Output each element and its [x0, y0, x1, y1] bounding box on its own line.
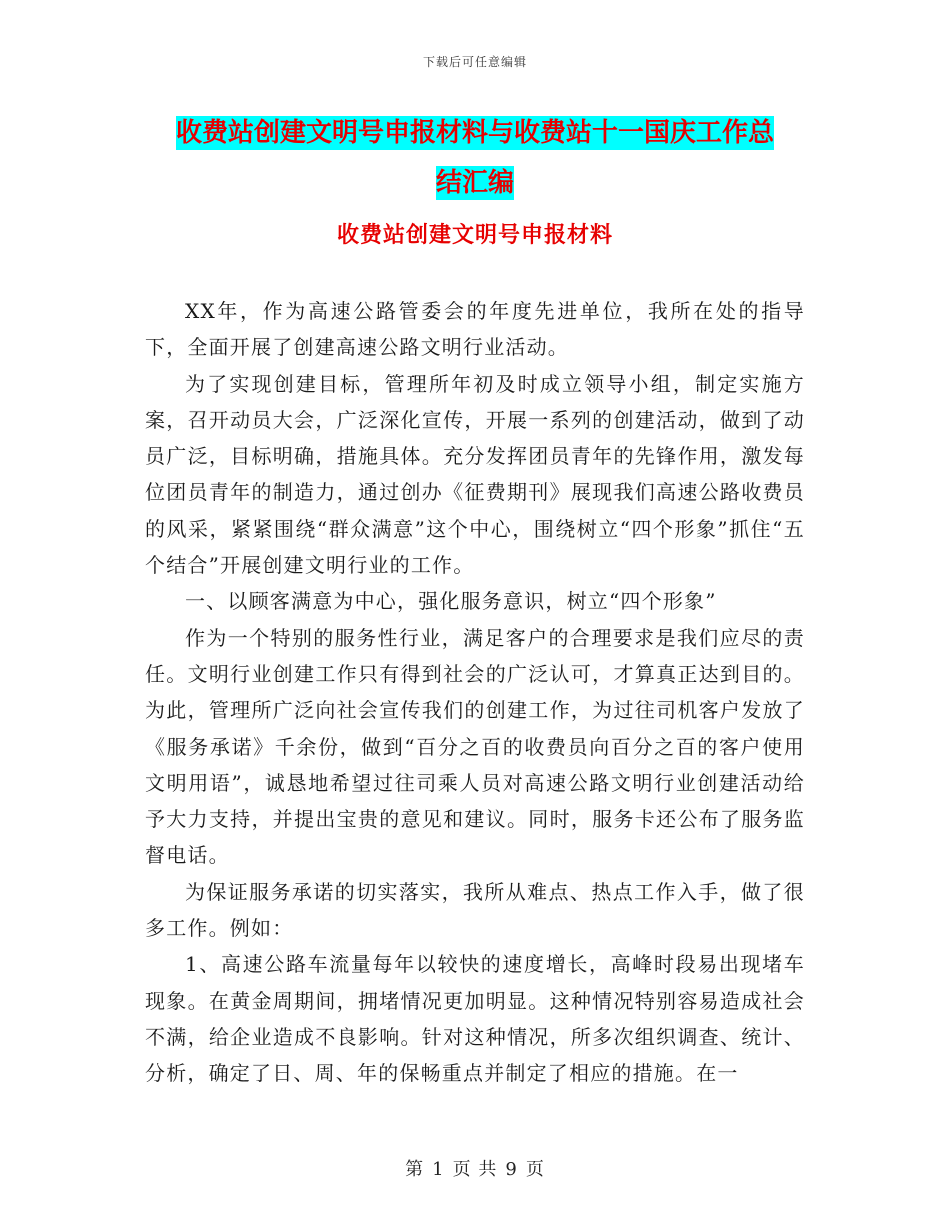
paragraph: 1、高速公路车流量每年以较快的速度增长，高峰时段易出现堵车现象。在黄金周期间，拥堵情况更加明显。这种情况特别容易造成社会不满，给企业造成不良影响。针对这种情况，所多次组织调查、统计、分析，确定了日、周、年的保畅重点并制定了相应的措施。在一 — [145, 952, 805, 1086]
page-number: 1 — [432, 1159, 445, 1180]
paragraph: 作为一个特别的服务性行业，满足客户的合理要求是我们应尽的责任。文明行业创建工作只有得到社会的广泛认可，才算真正达到目的。为此，管理所广泛向社会宣传我们的创建工作，为过往司机客户发放了《服务承诺》千余份，做到“百分之百的收费员向百分之百的客户使用文明用语”，诚恳地希望过往司乘人员对高速公路文明行业创建活动给予大力支持，并提出宝贵的意见和建议。同时，服务卡还公布了服务监督电话。 — [145, 625, 805, 868]
footer-prefix: 第 — [405, 1159, 425, 1180]
document-title-line-2: 结汇编 — [435, 168, 514, 198]
footer-mid: 页 共 — [452, 1159, 498, 1180]
document-title-line-1: 收费站创建文明号申报材料与收费站十一国庆工作总 — [175, 118, 774, 148]
paragraph: 为了实现创建目标，管理所年初及时成立领导小组，制定实施方案，召开动员大会，广泛深化宣传，开展一系列的创建活动，做到了动员广泛，目标明确，措施具体。充分发挥团员青年的先锋作用，激发每位团员青年的制造力，通过创办《征费期刊》展现我们高速公路收费员的风采，紧紧围绕“群众满意”这个中心，围绕树立“四个形象”抓住“五个结合”开展创建文明行业的工作。 — [145, 371, 805, 578]
page-footer — [0, 1155, 950, 1181]
footer-suffix: 页 — [525, 1159, 545, 1180]
paragraph: XX年，作为高速公路管委会的年度先进单位，我所在处的指导下，全面开展了创建高速公路文明行业活动。 — [145, 299, 805, 360]
body-text — [145, 293, 805, 1092]
section-title: 收费站创建文明号申报材料 — [336, 223, 613, 248]
header-note: 下载后可任意编辑 — [422, 55, 527, 69]
paragraph: 一、以顾客满意为中心，强化服务意识，树立“四个形象” — [185, 589, 717, 614]
document-title — [145, 108, 805, 208]
paragraph: 为保证服务承诺的切实落实，我所从难点、热点工作入手，做了很多工作。例如： — [145, 879, 805, 941]
total-pages: 9 — [505, 1159, 518, 1180]
